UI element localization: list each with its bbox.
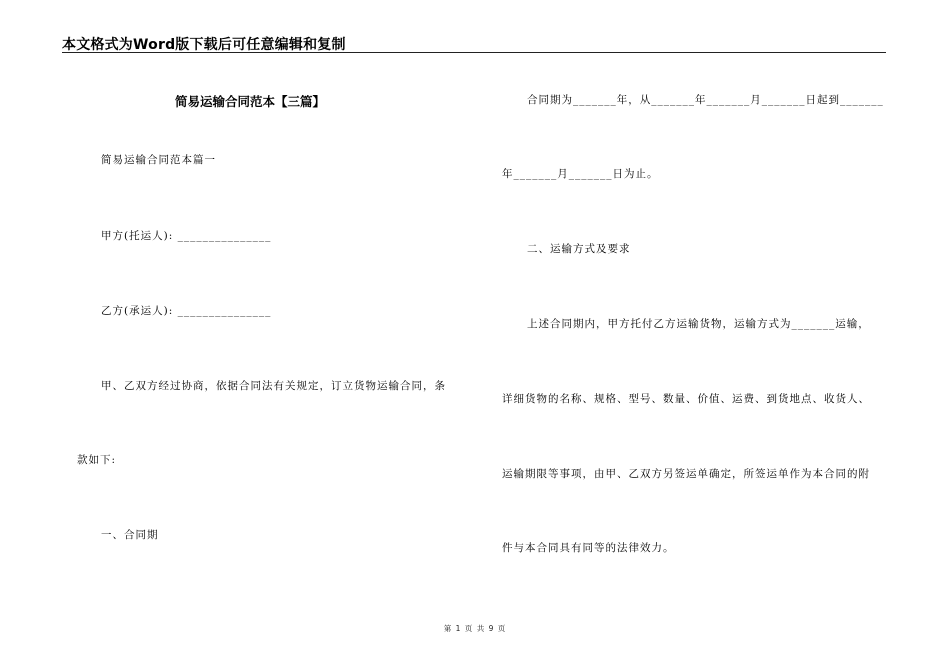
paragraph-left-3: 乙方(承运人): _______________ — [101, 305, 272, 317]
paragraph-right-2: 年_______月_______日为止。 — [502, 168, 659, 180]
paragraph-left-6: 一、合同期 — [101, 529, 159, 541]
paragraph-right-1: 合同期为_______年，从_______年_______月_______日起到_______ — [527, 94, 884, 106]
page-number-indicator: 第 1 页 共 9 页 — [443, 624, 507, 633]
paragraph-left-5: 款如下: — [77, 454, 117, 466]
paragraph-left-4: 甲、乙双方经过协商，依据合同法有关规定，订立货物运输合同，条 — [101, 380, 446, 392]
document-title: 简易运输合同范本【三篇】 — [175, 94, 326, 109]
header-divider — [62, 52, 886, 53]
paragraph-right-3: 二、运输方式及要求 — [527, 243, 631, 255]
paragraph-left-1: 简易运输合同范本篇一 — [101, 154, 216, 166]
paragraph-right-4: 上述合同期内，甲方托付乙方运输货物，运输方式为_______运输， — [527, 318, 870, 330]
paragraph-right-7: 件与本合同具有同等的法律效力。 — [502, 542, 675, 554]
document-header-banner: 本文格式为Word版下载后可任意编辑和复制 — [62, 37, 346, 53]
paragraph-right-6: 运输期限等事项，由甲、乙双方另签运单确定，所签运单作为本合同的附 — [502, 468, 870, 480]
paragraph-right-5: 详细货物的名称、规格、型号、数量、价值、运费、到货地点、收货人、 — [502, 393, 870, 405]
paragraph-left-2: 甲方(托运人): _______________ — [101, 230, 272, 242]
